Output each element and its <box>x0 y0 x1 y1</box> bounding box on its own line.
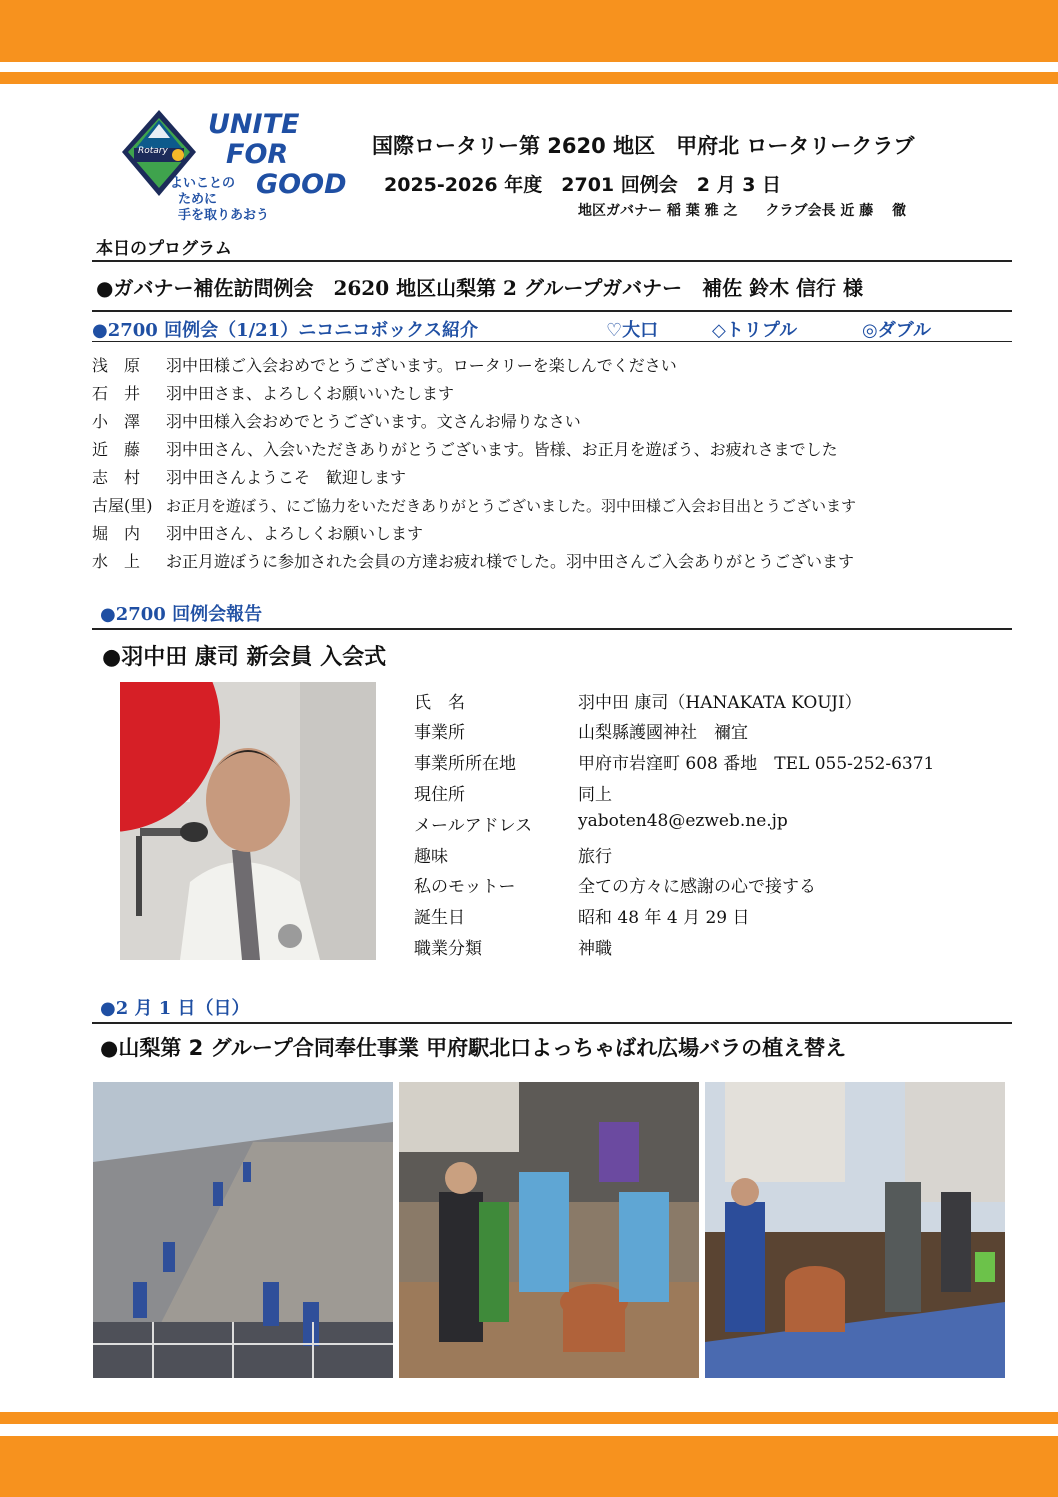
member-message: お正月遊ぼうに参加された会員の方達お疲れ様でした。羽中田さんご入会ありがとうございます <box>166 552 855 571</box>
list-item <box>92 356 677 376</box>
bottom-band <box>0 1436 1058 1497</box>
member-message: 羽中田様入会おめでとうございます。文さんお帰りなさい <box>166 412 581 431</box>
member-message: 羽中田様ご入会おめでとうございます。ロータリーを楽しんでください <box>166 356 677 375</box>
member-message: 羽中田さま、よろしくお願いいたします <box>166 384 455 403</box>
report-title: ●羽中田 康司 新会員 入会式 <box>102 645 387 670</box>
list-item <box>92 384 454 404</box>
member-name: 近 藤 <box>92 440 141 459</box>
list-item <box>92 412 581 432</box>
legend-double: ◎ダブル <box>862 320 931 341</box>
top-band <box>0 0 1058 62</box>
member-name: 水 上 <box>92 552 141 571</box>
meeting-info: 2025-2026 年度 2701 回例会 2 月 3 日 <box>384 174 782 196</box>
profile-label: 誕生日 <box>414 908 465 928</box>
member-portrait-photo <box>120 682 376 960</box>
slogan-for: FOR <box>226 139 289 170</box>
profile-label: メールアドレス <box>414 816 533 836</box>
list-item <box>92 552 854 572</box>
profile-value: 全ての方々に感謝の心で接する <box>578 877 816 897</box>
legend-triple: ◇トリプル <box>712 320 798 341</box>
list-item <box>92 524 423 544</box>
legend-big: ♡大口 <box>606 320 659 341</box>
member-name: 浅 原 <box>92 356 141 375</box>
profile-value: 同上 <box>578 785 612 805</box>
divider <box>92 260 1012 262</box>
member-message: お正月を遊ぼう、にご協力をいただきありがとうございました。羽中田様ご入会お目出とうございます <box>166 497 857 515</box>
program-label: 本日のプログラム <box>96 239 232 259</box>
district-club-title: 国際ロータリー第 2620 地区 甲府北 ロータリークラブ <box>372 134 915 158</box>
member-name: 石 井 <box>92 384 141 403</box>
list-item <box>92 496 856 516</box>
profile-value: 昭和 48 年 4 月 29 日 <box>578 908 750 928</box>
profile-label: 事業所 <box>414 723 465 743</box>
divider <box>92 310 1012 312</box>
profile-label: 現住所 <box>414 785 465 805</box>
slogan-good: GOOD <box>256 169 347 200</box>
profile-value: 神職 <box>578 939 612 959</box>
report-heading: ●2700 回例会報告 <box>100 604 263 625</box>
member-name: 小 澤 <box>92 412 141 431</box>
list-item <box>92 440 838 460</box>
slogan-unite: UNITE <box>208 109 300 140</box>
service-photo-planting <box>399 1082 699 1378</box>
service-title: ●山梨第 2 グループ合同奉仕事業 甲府駅北口よっちゃばれ広場バラの植え替え <box>100 1036 847 1060</box>
divider <box>92 628 1012 630</box>
program-headline: ●ガバナー補佐訪問例会 2620 地区山梨第 2 グループガバナー 補佐 鈴木 信行 様 <box>96 276 864 300</box>
profile-label: 私のモットー <box>414 877 516 897</box>
officers: 地区ガバナー 稲 葉 雅 之 クラブ会長 近 藤 徹 <box>578 203 907 219</box>
nikoniko-heading: ●2700 回例会（1/21）ニコニコボックス紹介 <box>92 320 479 341</box>
member-name: 堀 内 <box>92 524 141 543</box>
logo-jp-slogan <box>170 176 269 224</box>
service-photo-plaza <box>93 1082 393 1378</box>
divider <box>92 1022 1012 1024</box>
profile-value: 甲府市岩窪町 608 番地 TEL 055-252-6371 <box>578 754 935 774</box>
member-message: 羽中田さん、入会いただきありがとうございます。皆様、お正月を遊ぼう、お疲れさまでした <box>166 440 838 459</box>
member-name: 志 村 <box>92 468 141 487</box>
service-date: ●2 月 1 日（日） <box>100 998 250 1019</box>
divider <box>92 341 1012 342</box>
logo-badge-text: Rotary <box>138 146 168 156</box>
profile-value: 羽中田 康司（HANAKATA KOUJI） <box>578 693 862 713</box>
club-logo <box>120 104 356 226</box>
top-band-thin <box>0 72 1058 84</box>
profile-label: 職業分類 <box>414 939 482 959</box>
profile-label: 氏 名 <box>414 693 465 713</box>
profile-value: 山梨縣護國神社 禰宜 <box>578 723 748 743</box>
member-name: 古屋(里) <box>92 496 153 515</box>
profile-label: 事業所所在地 <box>414 754 516 774</box>
profile-value: 旅行 <box>578 847 612 867</box>
logo-jp-line2: ために <box>178 192 218 207</box>
member-message: 羽中田さんようこそ 歓迎します <box>166 468 407 487</box>
profile-value: yaboten48@ezweb.ne.jp <box>578 811 788 831</box>
logo-jp-line3: 手を取りあおう <box>178 208 270 223</box>
logo-jp-line1: よいことの <box>170 176 236 191</box>
list-item <box>92 468 406 488</box>
profile-label: 趣味 <box>414 847 448 867</box>
bottom-band-thin <box>0 1412 1058 1424</box>
service-photo-garden <box>705 1082 1005 1378</box>
member-message: 羽中田さん、よろしくお願いします <box>166 524 423 543</box>
